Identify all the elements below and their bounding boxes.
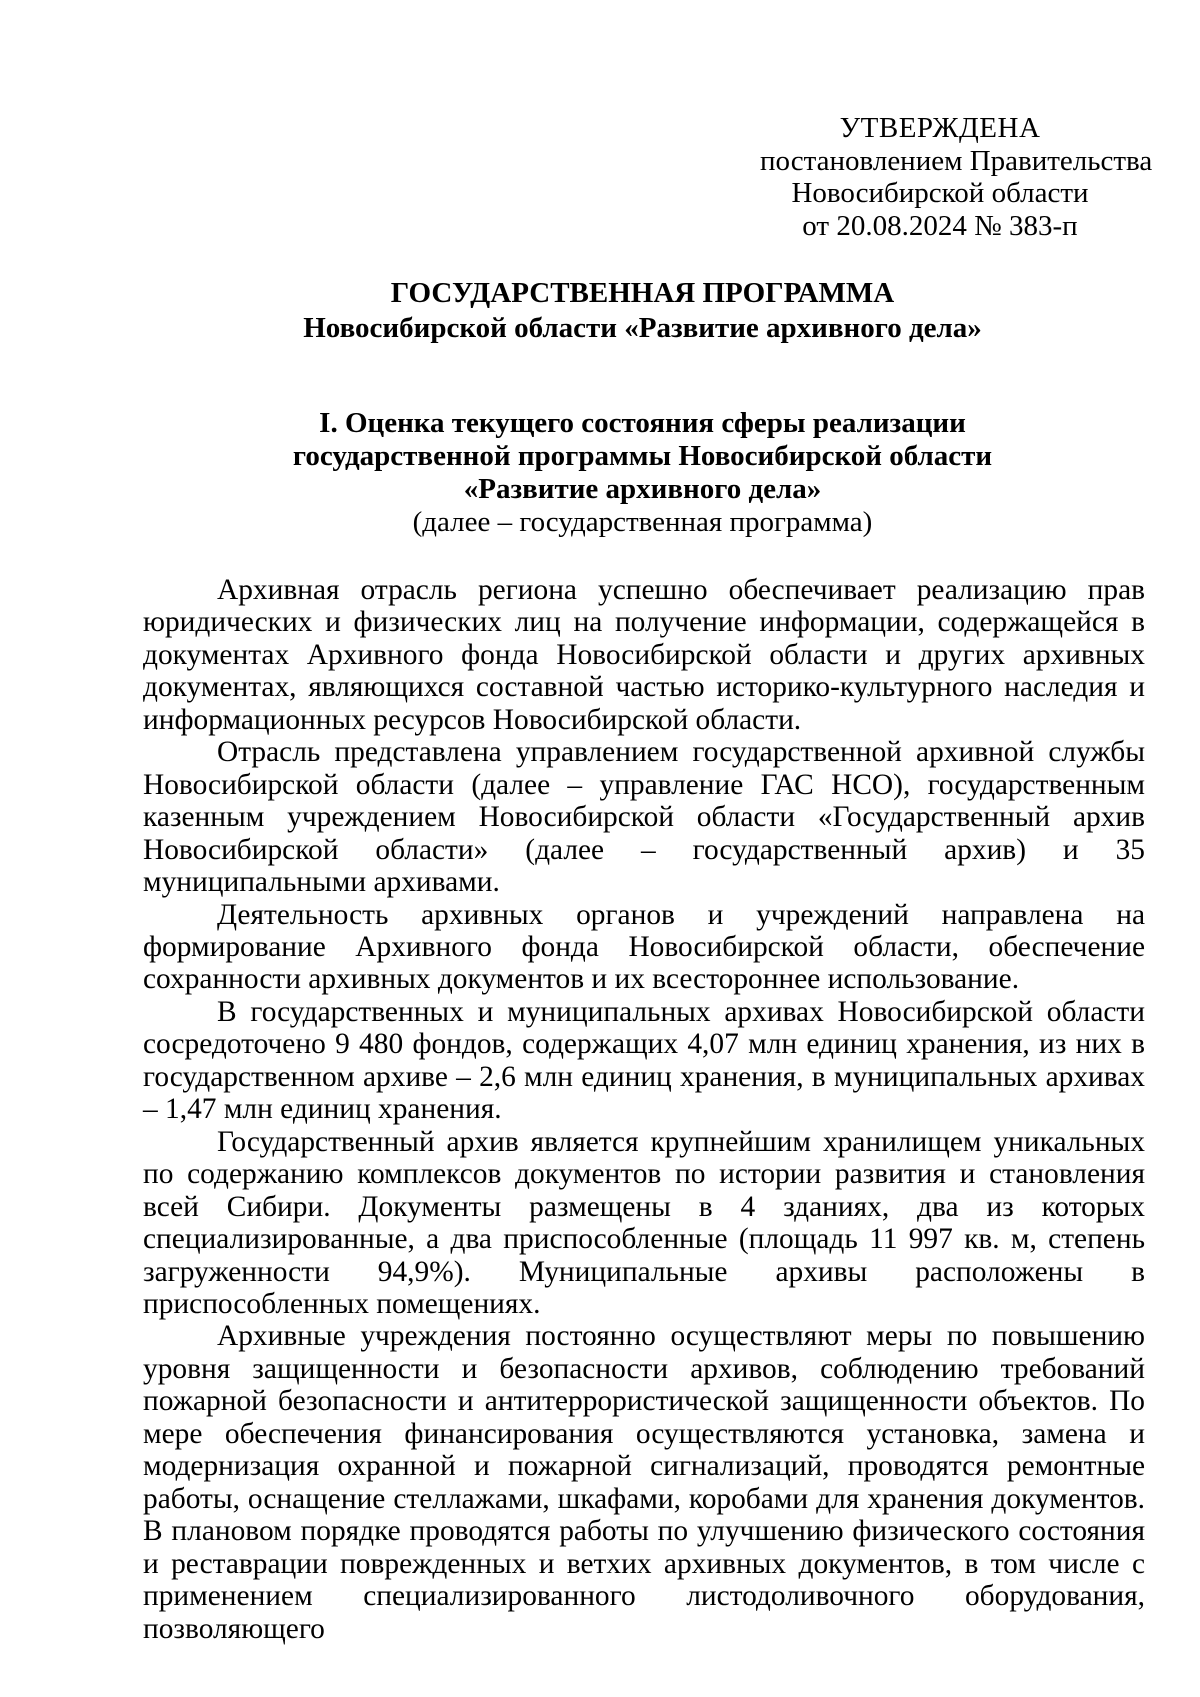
approval-line-region: Новосибирской области <box>791 177 1089 209</box>
paragraph: В государственных и муниципальных архивах Новосибирской области сосредоточено 9 480 фондов, содержащих 4,07 млн единиц хранения, из них в государственном архиве – 2,6 млн единиц хранения, в муниципальных архивах – 1,47 млн единиц хранения. <box>143 995 1145 1126</box>
section-heading <box>140 407 1145 539</box>
section-heading-note: (далее – государственная программа) <box>412 506 873 538</box>
body-text <box>143 574 1145 1645</box>
approval-stamp <box>760 112 1153 242</box>
program-title-line-1: ГОСУДАРСТВЕННАЯ ПРОГРАММА <box>390 277 895 309</box>
paragraph: Архивная отрасль региона успешно обеспечивает реализацию прав юридических и физических лиц на получение информации, содержащейся в документах Архивного фонда Новосибирской области и других архивных документах, являющихся составной частью историко-культурного наследия и информационных ресурсов Новосибирской области. <box>143 574 1145 736</box>
approval-line-resolution: постановлением Правительства <box>760 144 1153 177</box>
approval-heading: УТВЕРЖДЕНА <box>839 112 1041 144</box>
paragraph: Деятельность архивных органов и учреждений направлена на формирование Архивного фонда Новосибирской области, обеспечение сохранности архивных документов и их всестороннее использование. <box>143 898 1145 996</box>
program-title-line-2: Новосибирской области «Развитие архивного дела» <box>303 312 982 344</box>
section-heading-line-2: государственной программы Новосибирской области <box>292 440 993 472</box>
approval-line-date-number: от 20.08.2024 № 383-п <box>802 209 1078 242</box>
program-title <box>140 276 1145 346</box>
section-heading-line-3: «Развитие архивного дела» <box>463 473 822 505</box>
paragraph: Отрасль представлена управлением государственной архивной службы Новосибирской области (далее – управление ГАС НСО), государственным казенным учреждением Новосибирской области «Государственный архив Новосибирской области» (далее – государственный архив) и 35 муниципальными архивами. <box>143 736 1145 899</box>
paragraph: Архивные учреждения постоянно осуществляют меры по повышению уровня защищенности и безопасности архивов, соблюдению требований пожарной безопасности и антитеррористической защищенности объектов. По мере обеспечения финансирования осуществляются установка, замена и модернизация охранной и пожарной сигнализаций, проводятся ремонтные работы, оснащение стеллажами, шкафами, коробами для хранения документов. В плановом порядке проводятся работы по улучшению физического состояния и реставрации поврежденных и ветхих архивных документов, в том числе с применением специализированного листодоливочного оборудования, позволяющего <box>143 1320 1145 1645</box>
paragraph: Государственный архив является крупнейшим хранилищем уникальных по содержанию комплексов документов по истории развития и становления всей Сибири. Документы размещены в 4 зданиях, два из которых специализированные, а два приспособленные (площадь 11 997 кв. м, степень загруженности 94,9%). Муниципальные архивы расположены в приспособленных помещениях. <box>143 1125 1145 1320</box>
section-heading-line-1: I. Оценка текущего состояния сферы реализации <box>319 407 966 439</box>
